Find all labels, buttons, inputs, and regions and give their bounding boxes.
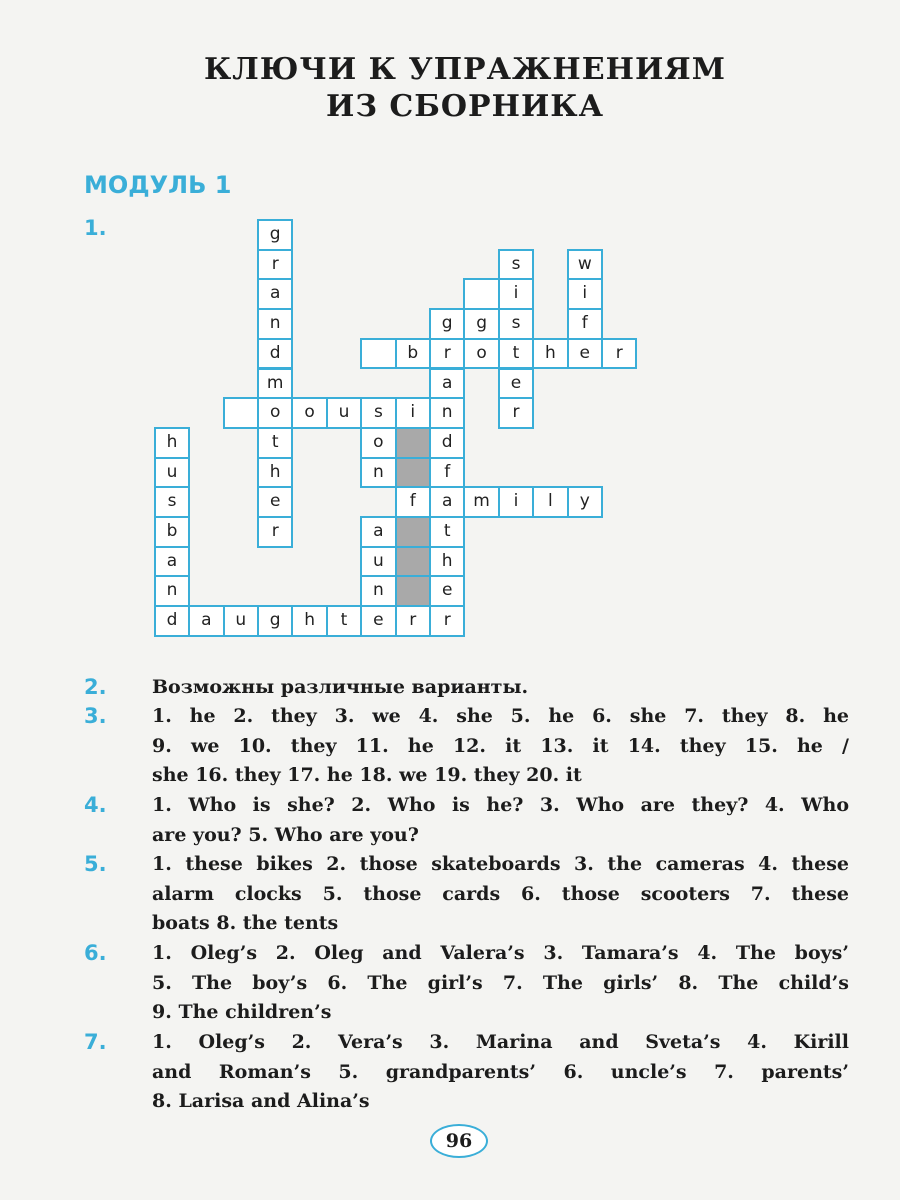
answer-5 bbox=[152, 850, 849, 939]
crossword-cell: a bbox=[360, 516, 396, 548]
exercise-number-6: 6. bbox=[84, 941, 107, 965]
crossword-cell: s bbox=[498, 249, 534, 281]
crossword-cell: a bbox=[188, 605, 224, 637]
answer-line: 9. The children’s bbox=[152, 1001, 332, 1023]
crossword-cell: r bbox=[601, 338, 637, 370]
crossword-cell: l bbox=[532, 486, 568, 518]
crossword-cell: a bbox=[429, 368, 465, 400]
crossword-cell: d bbox=[257, 338, 293, 370]
answer-line: and Roman’s 5. grandparents’ 6. uncle’s 7. parents’ bbox=[152, 1060, 849, 1083]
crossword-cell: b bbox=[395, 338, 431, 370]
crossword-cell bbox=[395, 457, 431, 489]
crossword-cell: m bbox=[257, 368, 293, 400]
crossword-cell: h bbox=[154, 427, 190, 459]
crossword-cell: y bbox=[567, 486, 603, 518]
answer-line: Возможны различные варианты. bbox=[152, 676, 529, 698]
crossword-cell: e bbox=[567, 338, 603, 370]
crossword-cell: e bbox=[257, 486, 293, 518]
answer-line: 5. The boy’s 6. The girl’s 7. The girls’ 8. The child’s bbox=[152, 971, 849, 994]
crossword-cell: a bbox=[257, 278, 293, 310]
answer-line: she 16. they 17. he 18. we 19. they 20. it bbox=[152, 764, 582, 786]
answer-line: 1. Oleg’s 2. Vera’s 3. Marina and Sveta’s 4. Kirill bbox=[152, 1031, 849, 1053]
crossword-cell: b bbox=[154, 516, 190, 548]
page-title-line2: ИЗ СБОРНИКА bbox=[325, 89, 605, 124]
crossword-cell: n bbox=[360, 575, 396, 607]
crossword-cell: r bbox=[429, 338, 465, 370]
answer-4 bbox=[152, 791, 849, 850]
answer-7 bbox=[152, 1028, 849, 1117]
exercise-number-7: 7. bbox=[84, 1030, 107, 1054]
crossword-cell: n bbox=[360, 457, 396, 489]
answer-line: 1. Oleg’s 2. Oleg and Valera’s 3. Tamara’s 4. The boys’ bbox=[152, 942, 849, 964]
crossword-cell: o bbox=[463, 338, 499, 370]
crossword-cell: d bbox=[154, 605, 190, 637]
crossword-cell bbox=[360, 338, 396, 370]
exercise-number-5: 5. bbox=[84, 852, 107, 876]
crossword-cell: t bbox=[429, 516, 465, 548]
crossword-cell: f bbox=[395, 486, 431, 518]
crossword-cell: g bbox=[257, 219, 293, 251]
crossword-cell: d bbox=[429, 427, 465, 459]
crossword-cell: s bbox=[498, 308, 534, 340]
crossword-cell: r bbox=[429, 605, 465, 637]
crossword-cell: i bbox=[498, 486, 534, 518]
page-title-line1: КЛЮЧИ К УПРАЖНЕНИЯМ bbox=[204, 52, 726, 87]
crossword-cell bbox=[395, 427, 431, 459]
crossword-cell: g bbox=[429, 308, 465, 340]
crossword-cell: w bbox=[567, 249, 603, 281]
crossword-cell: t bbox=[326, 605, 362, 637]
crossword-cell: h bbox=[429, 546, 465, 578]
answer-line: 1. Who is she? 2. Who is he? 3. Who are they? 4. Who bbox=[152, 794, 849, 816]
crossword-cell: u bbox=[326, 397, 362, 429]
crossword-cell: u bbox=[154, 457, 190, 489]
crossword-cell: i bbox=[498, 278, 534, 310]
exercise-number-1: 1. bbox=[84, 216, 107, 240]
answer-3 bbox=[152, 702, 849, 791]
answer-6 bbox=[152, 939, 849, 1028]
crossword-cell: s bbox=[154, 486, 190, 518]
crossword-cell: e bbox=[360, 605, 396, 637]
exercise-number-4: 4. bbox=[84, 793, 107, 817]
crossword-cell: h bbox=[257, 457, 293, 489]
answer-2 bbox=[152, 673, 849, 703]
answer-line: are you? 5. Who are you? bbox=[152, 823, 419, 846]
crossword-cell: r bbox=[498, 397, 534, 429]
crossword-cell: r bbox=[395, 605, 431, 637]
crossword-cell: t bbox=[498, 338, 534, 370]
crossword-cell bbox=[223, 397, 259, 429]
crossword-cell: s bbox=[360, 397, 396, 429]
crossword-cell: f bbox=[429, 457, 465, 489]
crossword-cell: o bbox=[257, 397, 293, 429]
crossword-cell bbox=[395, 575, 431, 607]
crossword-cell bbox=[395, 516, 431, 548]
crossword-cell: g bbox=[257, 605, 293, 637]
page-number: 96 bbox=[430, 1124, 488, 1158]
crossword-cell: h bbox=[291, 605, 327, 637]
crossword-cell: e bbox=[429, 575, 465, 607]
crossword-cell: g bbox=[463, 308, 499, 340]
crossword-cell: i bbox=[567, 278, 603, 310]
answer-line: 9. we 10. they 11. he 12. it 13. it 14. they 15. he / bbox=[152, 734, 849, 757]
crossword-cell bbox=[395, 546, 431, 578]
crossword-cell: u bbox=[223, 605, 259, 637]
crossword-cell: r bbox=[257, 249, 293, 281]
crossword-cell: n bbox=[429, 397, 465, 429]
module-heading: МОДУЛЬ 1 bbox=[84, 171, 232, 199]
crossword-cell: o bbox=[291, 397, 327, 429]
exercise-number-3: 3. bbox=[84, 704, 107, 728]
crossword-cell: r bbox=[257, 516, 293, 548]
crossword-cell: f bbox=[567, 308, 603, 340]
answer-line: 1. these bikes 2. those skateboards 3. the cameras 4. these bbox=[152, 853, 849, 875]
answer-line: 1. he 2. they 3. we 4. she 5. he 6. she 7. they 8. he bbox=[152, 705, 849, 727]
crossword-cell: o bbox=[360, 427, 396, 459]
crossword-cell: i bbox=[395, 397, 431, 429]
exercise-number-2: 2. bbox=[84, 675, 107, 699]
crossword-cell: t bbox=[257, 427, 293, 459]
crossword-cell: u bbox=[360, 546, 396, 578]
answer-line: alarm clocks 5. those cards 6. those scooters 7. these bbox=[152, 882, 849, 905]
crossword-cell: h bbox=[532, 338, 568, 370]
answer-line: boats 8. the tents bbox=[152, 912, 339, 934]
crossword-cell: n bbox=[257, 308, 293, 340]
answer-line: 8. Larisa and Alina’s bbox=[152, 1090, 370, 1112]
crossword-cell bbox=[463, 278, 499, 310]
crossword-cell: e bbox=[498, 368, 534, 400]
crossword-cell: a bbox=[429, 486, 465, 518]
crossword-cell: n bbox=[154, 575, 190, 607]
crossword-cell: a bbox=[154, 546, 190, 578]
crossword-cell: m bbox=[463, 486, 499, 518]
